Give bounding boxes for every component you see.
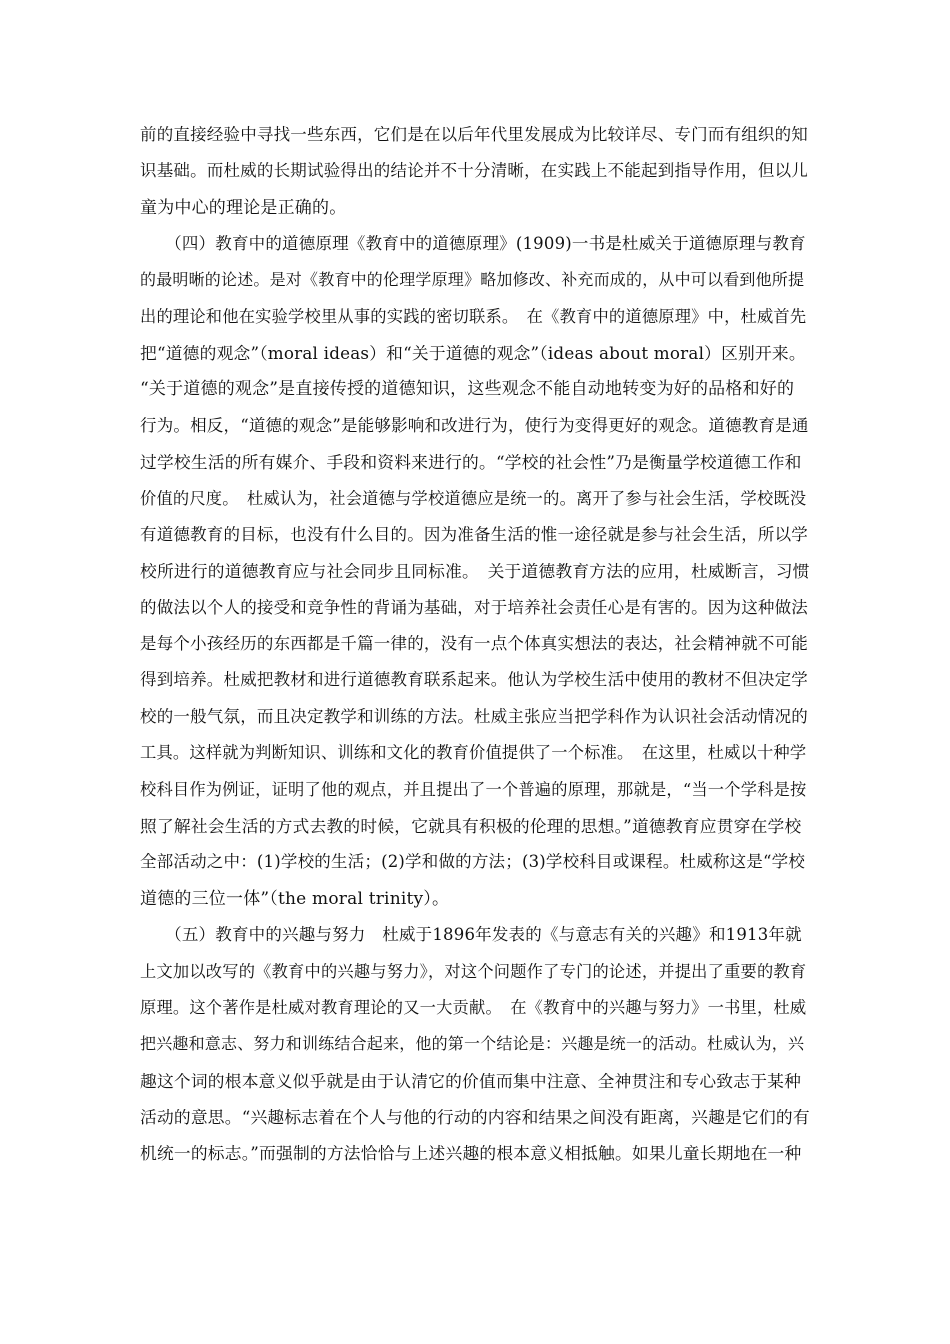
text-line: 道德的三位一体”（the moral trinity）。	[140, 889, 450, 909]
text-line: （五）教育中的兴趣与努力 杜威于1896年发表的《与意志有关的兴趣》和1913年就	[140, 925, 802, 944]
text-line: 是每个小孩经历的东西都是千篇一律的，没有一点个体真实想法的表达，社会精神就不可能	[140, 634, 808, 653]
text-line: 价值的尺度。 杜威认为，社会道德与学校道德应是统一的。离开了参与社会生活，学校既没	[140, 489, 807, 508]
text-line: 前的直接经验中寻找一些东西，它们是在以后年代里发展成为比较详尽、专门而有组织的知	[140, 125, 808, 144]
text-line: 的最明晰的论述。是对《教育中的伦理学原理》略加修改、补充而成的，从中可以看到他所提	[140, 270, 805, 289]
text-line: 的做法以个人的接受和竞争性的背诵为基础，对于培养社会责任心是有害的。因为这种做法	[140, 598, 808, 617]
text-line: 全部活动之中：(1)学校的生活；(2)学和做的方法；(3)学校科目或课程。杜威称这是“学校	[140, 852, 806, 871]
text-line: 过学校生活的所有媒介、手段和资料来进行的。“学校的社会性”乃是衡量学校道德工作和	[140, 452, 802, 472]
text-line: （四）教育中的道德原理《教育中的道德原理》(1909)一书是杜威关于道德原理与教育	[140, 234, 806, 253]
text-line: 校的一般气氛，而且决定教学和训练的方法。杜威主张应当把学科作为认识社会活动情况的	[140, 707, 808, 726]
text-line: 工具。这样就为判断知识、训练和文化的教育价值提供了一个标准。 在这里，杜威以十种学	[140, 743, 807, 762]
text-line: 校科目作为例证，证明了他的观点，并且提出了一个普遍的原理，那就是，“当一个学科是按	[140, 780, 807, 799]
text-line: 活动的意思。“兴趣标志着在个人与他的行动的内容和结果之间没有距离，兴趣是它们的有	[140, 1107, 810, 1127]
text-line: 出的理论和他在实验学校里从事的实践的密切联系。 在《教育中的道德原理》中，杜威首先	[140, 307, 807, 326]
text-line: 趣这个词的根本意义似乎就是由于认清它的价值而集中注意、全神贯注和专心致志于某种	[140, 1071, 802, 1091]
text-line: 校所进行的道德教育应与社会同步且同标准。 关于道德教育方法的应用，杜威断言，习惯	[140, 561, 810, 581]
text-line: 有道德教育的目标，也没有什么目的。因为准备生活的惟一途径就是参与社会生活，所以学	[140, 525, 808, 544]
text-line: 得到培养。杜威把教材和进行道德教育联系起来。他认为学校生活中使用的教材不但决定学	[140, 670, 808, 689]
text-line: 原理。这个著作是杜威对教育理论的又一大贡献。 在《教育中的兴趣与努力》一书里，杜威	[140, 998, 807, 1017]
text-line: 行为。相反，“道德的观念”是能够影响和改进行为，使行为变得更好的观念。道德教育是通	[140, 416, 809, 435]
text-line: 上文加以改写的《教育中的兴趣与努力》，对这个问题作了专门的论述，并提出了重要的教育	[140, 962, 807, 981]
text-line: 机统一的标志。”而强制的方法恰恰与上述兴趣的根本意义相抵触。如果儿童长期地在一种	[140, 1143, 802, 1163]
text-line: 照了解社会生活的方式去教的时候，它就具有积极的伦理的思想。”道德教育应贯穿在学校	[140, 816, 802, 836]
text-line: “关于道德的观念”是直接传授的道德知识，这些观念不能自动地转变为好的品格和好的	[140, 379, 795, 399]
text-line: 把兴趣和意志、努力和训练结合起来，他的第一个结论是：兴趣是统一的活动。杜威认为，兴	[140, 1034, 805, 1053]
text-line: 童为中心的理论是正确的。	[140, 198, 347, 218]
text-line: 识基础。而杜威的长期试验得出的结论并不十分清晰，在实践上不能起到指导作用，但以儿	[140, 161, 808, 180]
text-line: 把“道德的观念”（moral ideas）和“关于道德的观念”（ideas about moral）区别开来。	[140, 343, 806, 363]
